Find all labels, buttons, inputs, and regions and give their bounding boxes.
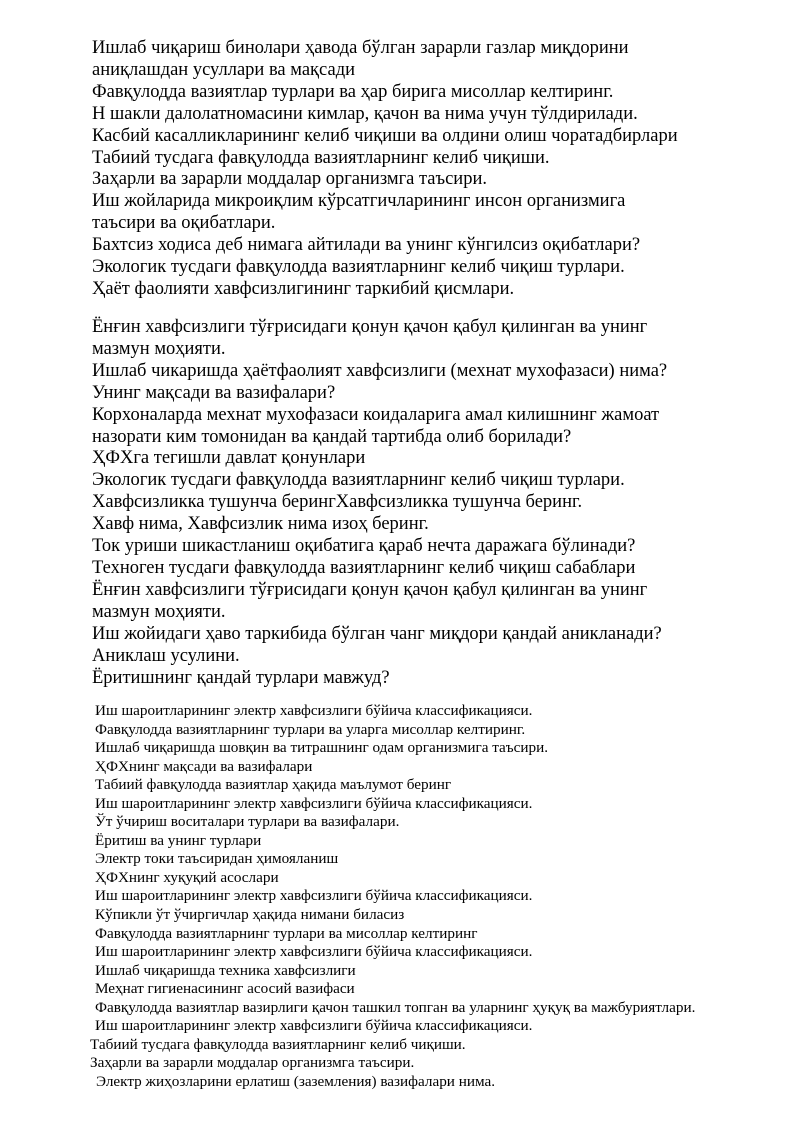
question-line: Ишлаб чикаришда ҳаётфаолият хавфсизлиги (мехнат мухофазаси) нима? (92, 360, 668, 381)
question-line: таъсири ва оқибатлари. (92, 213, 276, 234)
question-line: Иш шароитларининг электр хавфсизлиги бўйича классификацияси. (95, 1017, 533, 1035)
question-line: Фавқулодда вазиятларнинг турлари ва уларга мисоллар келтиринг. (95, 720, 526, 738)
question-line: Аниклаш усулини. (92, 645, 240, 666)
question-line: Унинг мақсади ва вазифалари? (92, 382, 336, 403)
question-line: Ёритишнинг қандай турлари мавжуд? (92, 667, 390, 688)
question-line: назорати ким томонидан ва қандай тартибда олиб борилади? (92, 426, 572, 447)
question-list-second (92, 317, 772, 689)
question-line: Ёнғин хавфсизлиги тўғрисидаги қонун қачон қабул қилинган ва унинг (92, 317, 648, 337)
question-line: Фавқулодда вазиятлар турлари ва ҳар бирига мисоллар келтиринг. (92, 81, 614, 102)
question-list-main (92, 38, 772, 301)
question-line: Табиий фавқулодда вазиятлар ҳақида маълумот беринг (95, 776, 452, 794)
question-line: Экологик тусдаги фавқулодда вазиятларнинг келиб чиқиш турлари. (92, 257, 625, 278)
question-line: Иш жойларида микроиқлим кўрсатгичларининг инсон организмига (92, 191, 626, 212)
question-line: мазмун моҳияти. (92, 338, 226, 359)
question-line: Иш жойидаги ҳаво таркибида бўлган чанг миқдори қандай аникланади? (92, 623, 662, 644)
question-line: Иш шароитларининг электр хавфсизлиги бўйича классификацияси. (95, 702, 533, 719)
question-line: Иш шароитларининг электр хавфсизлиги бўйича классификацияси. (95, 794, 533, 812)
question-line: Хавфсизликка тушунча берингХавфсизликка тушунча беринг. (92, 492, 583, 513)
question-line: Ток уриши шикастланиш оқибатига қараб нечта даражага бўлинади? (92, 536, 636, 557)
question-line: Фавқулодда вазиятлар вазирлиги қачон ташкил топган ва уларнинг ҳуқуқ ва мажбуриятлари. (95, 998, 696, 1016)
question-line: Ишлаб чиқариш бинолари ҳавода бўлган зарарли газлар миқдорини (92, 38, 629, 58)
question-line: аниқлашдан усуллари ва мақсади (92, 59, 356, 80)
question-line: Касбий касалликларининг келиб чиқиши ва олдини олиш чоратадбирлари (92, 125, 678, 146)
question-line: Техноген тусдаги фавқулодда вазиятларнинг келиб чиқиш сабаблари (92, 557, 636, 578)
question-list-small (90, 702, 790, 1091)
question-line: Бахтсиз ходиса деб нимага айтилади ва унинг кўнгилсиз оқибатлари? (92, 235, 641, 256)
question-line: Кўпикли ўт ўчиргичлар ҳақида нимани биласиз (95, 906, 405, 924)
question-line: Иш шароитларининг электр хавфсизлиги бўйича классификацияси. (95, 943, 533, 961)
question-line: Иш шароитларининг электр хавфсизлиги бўйича классификацияси. (95, 887, 533, 905)
question-line: Экологик тусдаги фавқулодда вазиятларнинг келиб чиқиш турлари. (92, 470, 625, 491)
question-line: ҲФХнинг мақсади ва вазифалари (95, 757, 313, 775)
question-line: Ишлаб чиқаришда шовқин ва титрашнинг одам организмига таъсири. (95, 739, 549, 757)
question-line: Фавқулодда вазиятларнинг турлари ва мисоллар келтиринг (95, 924, 478, 942)
question-line: мазмун моҳияти. (92, 601, 226, 622)
question-line: Ёритиш ва унинг турлари (95, 831, 262, 849)
question-line: Ёнғин хавфсизлиги тўғрисидаги қонун қачон қабул қилинган ва унинг (92, 579, 648, 600)
question-line: Табиий тусдага фавқулодда вазиятларнинг келиб чиқиши. (92, 147, 550, 168)
question-line: Ҳаёт фаолияти хавфсизлигининг таркибий қисмлари. (92, 278, 515, 299)
question-line: Хавф нима, Хавфсизлик нима изоҳ беринг. (92, 514, 429, 535)
question-line: ҲФХнинг хуқуқий асослари (95, 868, 279, 886)
question-line: Ишлаб чиқаришда техника хавфсизлиги (95, 961, 356, 979)
question-line: ҲФХга тегишли давлат қонунлари (92, 448, 366, 469)
question-line: Заҳарли ва зарарли моддалар организмга таъсири. (92, 169, 487, 190)
question-line: Заҳарли ва зарарли моддалар организмга таъсири. (90, 1054, 415, 1072)
question-line: Корхоналарда мехнат мухофазаси коидаларига амал килишнинг жамоат (92, 404, 660, 425)
question-line: Н шакли далолатномасини кимлар, қачон ва нима учун тўлдирилади. (92, 103, 638, 124)
question-line: Меҳнат гигиенасининг асосий вазифаси (95, 980, 355, 998)
question-line: Ўт ўчириш воситалари турлари ва вазифалари. (95, 813, 400, 831)
question-line: Электр токи таъсиридан ҳимояланиш (95, 850, 339, 868)
question-line: Электр жиҳозларини ерлатиш (заземления) вазифалари нима. (96, 1072, 496, 1090)
question-line: Табиий тусдага фавқулодда вазиятларнинг келиб чиқиши. (90, 1035, 466, 1053)
